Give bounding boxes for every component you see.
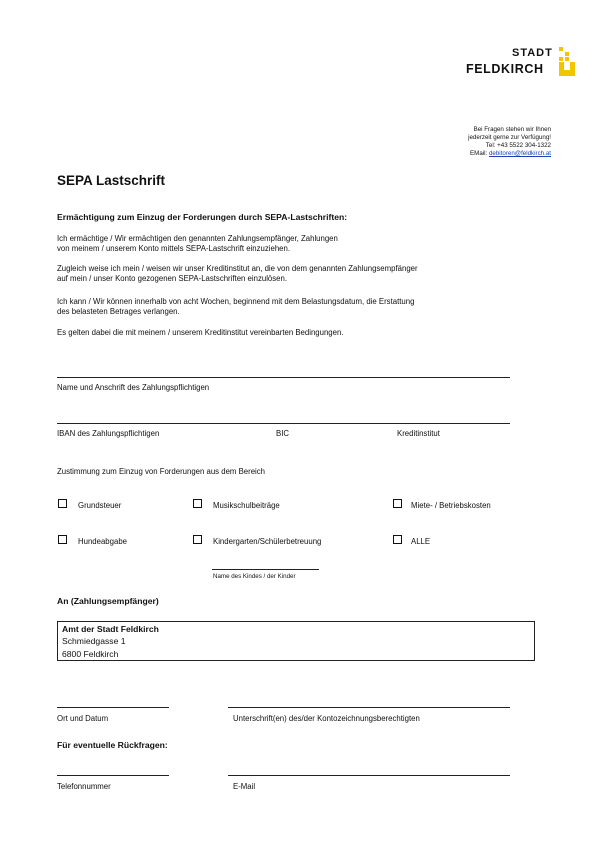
- option-alle-label: ALLE: [411, 537, 431, 546]
- email-label: E-Mail: [233, 782, 256, 791]
- signature-line[interactable]: [228, 707, 510, 708]
- mandate-heading: Ermächtigung zum Einzug der Forderungen durch SEPA-Lastschriften:: [57, 212, 348, 222]
- option-miete-label: Miete- / Betriebskosten: [411, 501, 491, 510]
- payee-street: Schmiedgasse 1: [62, 636, 126, 646]
- option-musikschule-label: Musikschulbeiträge: [213, 501, 280, 510]
- mandate-p3-line-1: Ich kann / Wir können innerhalb von acht Wochen, beginnend mit dem Belastungsdatum, die Erstattung: [57, 297, 415, 306]
- checkbox-kindergarten[interactable]: [193, 535, 202, 544]
- contact-block: [351, 126, 551, 158]
- mandate-p2-line-1: Zugleich weise ich mein / weisen wir unser Kreditinstitut an, die von dem genannten Zahlungsempfänger: [57, 264, 418, 273]
- consent-label: Zustimmung zum Einzug von Forderungen aus dem Bereich: [57, 467, 266, 476]
- mandate-p2-line-2: auf mein / unser Konto gezogenen SEPA-Lastschriften einzulösen.: [57, 274, 288, 283]
- name-address-label: Name und Anschrift des Zahlungspflichtigen: [57, 383, 210, 392]
- mandate-p1-line-2: von meinem / unserem Konto mittels SEPA-Lastschrift einzuziehen.: [57, 244, 291, 253]
- payee-name: Amt der Stadt Feldkirch: [62, 624, 159, 634]
- iban-label: IBAN des Zahlungspflichtigen: [57, 429, 160, 438]
- contact-email-label: EMail:: [470, 150, 488, 157]
- payee-city: 6800 Feldkirch: [62, 649, 119, 659]
- payee-heading: An (Zahlungsempfänger): [57, 596, 159, 606]
- contact-email-row: [351, 150, 551, 158]
- place-date-label: Ort und Datum: [57, 714, 109, 723]
- bic-label: BIC: [276, 429, 289, 438]
- city-logo: [466, 47, 581, 81]
- place-date-line[interactable]: [57, 707, 169, 708]
- name-address-line[interactable]: [57, 377, 510, 378]
- email-line[interactable]: [228, 775, 510, 776]
- contact-line-2: jederzeit gerne zur Verfügung!: [468, 134, 551, 141]
- checkbox-hundeabgabe[interactable]: [58, 535, 67, 544]
- checkbox-alle[interactable]: [393, 535, 402, 544]
- option-grundsteuer-label: Grundsteuer: [78, 501, 122, 510]
- mandate-paragraph-1: [57, 234, 338, 254]
- child-name-line[interactable]: [212, 569, 319, 570]
- mandate-paragraph-2: [57, 264, 418, 284]
- followup-heading: Für eventuelle Rückfragen:: [57, 740, 168, 750]
- checkbox-musikschule[interactable]: [193, 499, 202, 508]
- contact-phone: Tel: +43 5522 304-1322: [485, 142, 551, 149]
- page-title: SEPA Lastschrift: [57, 173, 166, 188]
- bank-details-line[interactable]: [57, 423, 510, 424]
- contact-line-1: Bei Fragen stehen wir Ihnen: [473, 126, 551, 133]
- logo-word-stadt: STADT: [512, 47, 553, 59]
- logo-word-feldkirch: FELDKIRCH: [466, 62, 544, 76]
- mandate-paragraph-4: Es gelten dabei die mit meinem / unserem Kreditinstitut vereinbarten Bedingungen.: [57, 328, 344, 337]
- bank-label: Kreditinstitut: [397, 429, 440, 438]
- option-hundeabgabe-label: Hundeabgabe: [78, 537, 127, 546]
- checkbox-miete[interactable]: [393, 499, 402, 508]
- logo-mark-icon: [557, 47, 577, 77]
- option-kindergarten-label: Kindergarten/Schülerbetreuung: [213, 537, 322, 546]
- mandate-paragraph-3: [57, 297, 414, 317]
- checkbox-grundsteuer[interactable]: [58, 499, 67, 508]
- phone-label: Telefonnummer: [57, 782, 111, 791]
- signature-label: Unterschrift(en) des/der Kontozeichnungsberechtigten: [233, 714, 420, 723]
- contact-email-link[interactable]: debitoren@feldkirch.at: [488, 150, 551, 157]
- mandate-p3-line-2: des belasteten Betrages verlangen.: [57, 307, 180, 316]
- child-name-label: Name des Kindes / der Kinder: [213, 573, 296, 580]
- phone-line[interactable]: [57, 775, 169, 776]
- mandate-p1-line-1: Ich ermächtige / Wir ermächtigen den genannten Zahlungsempfänger, Zahlungen: [57, 234, 338, 243]
